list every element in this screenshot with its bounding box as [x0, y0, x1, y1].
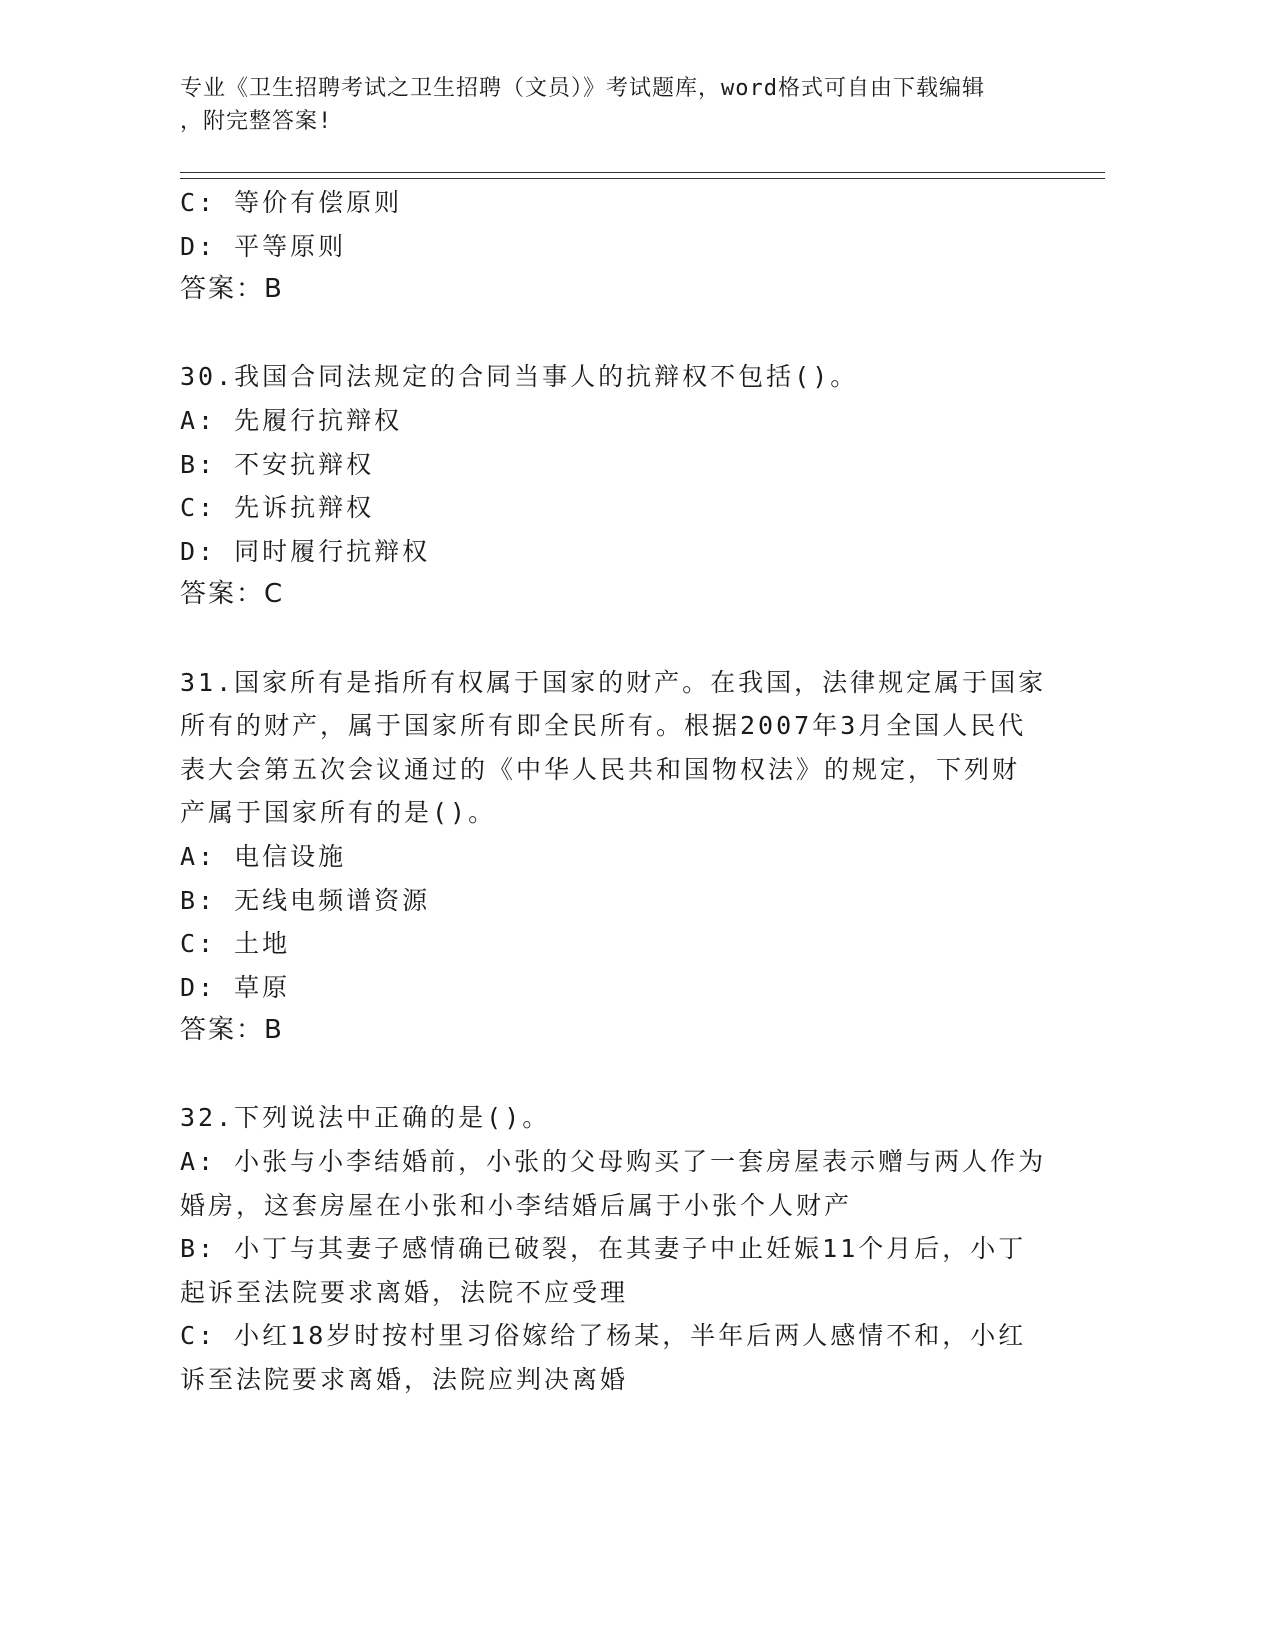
option-d: D: 草原 [180, 972, 291, 1002]
option-a-line: A: 小张与小李结婚前，小张的父母购买了一套房屋表示赠与两人作为 [180, 1147, 1047, 1177]
option-c: C: 先诉抗辩权 [180, 493, 375, 523]
option-d: D: 同时履行抗辩权 [180, 536, 431, 566]
question-stem-line: 所有的财产，属于国家所有即全民所有。根据2007年3月全国人民代 [180, 711, 1027, 741]
answer: 答案：B [180, 1015, 284, 1046]
option-a: A: 电信设施 [180, 841, 347, 871]
question-stem: 30.我国合同法规定的合同当事人的抗辩权不包括()。 [180, 362, 859, 392]
option-c: C: 等价有偿原则 [180, 188, 403, 217]
option-b-line: 起诉至法院要求离婚，法院不应受理 [180, 1277, 629, 1307]
question-stem: 32.下列说法中正确的是()。 [180, 1103, 551, 1133]
option-b-line: B: 小丁与其妻子感情确已破裂，在其妻子中止妊娠11个月后，小丁 [180, 1234, 1027, 1264]
answer: 答案：C [180, 579, 285, 610]
option-c: C: 土地 [180, 929, 291, 959]
question-30 [180, 355, 1040, 617]
question-stem-line: 产属于国家所有的是()。 [180, 798, 497, 828]
option-c-line: C: 小红18岁时按村里习俗嫁给了杨某，半年后两人感情不和，小红 [180, 1321, 1027, 1351]
option-a-line: 婚房，这套房屋在小张和小李结婚后属于小张个人财产 [180, 1190, 853, 1220]
question-29-tail [180, 181, 1040, 312]
answer: 答案：B [180, 274, 284, 305]
option-b: B: 无线电频谱资源 [180, 885, 431, 915]
option-c-line: 诉至法院要求离婚，法院应判决离婚 [180, 1365, 629, 1395]
header-line-1: 专业《卫生招聘考试之卫生招聘（文员）》考试题库，word格式可自由下载编辑 [180, 76, 985, 101]
option-a: A: 先履行抗辩权 [180, 405, 403, 435]
question-stem-line: 表大会第五次会议通过的《中华人民共和国物权法》的规定，下列财 [180, 754, 1021, 784]
option-d: D: 平等原则 [180, 231, 347, 261]
question-32 [180, 1096, 1047, 1401]
header-rule-bottom [180, 178, 1105, 179]
question-list [180, 181, 1047, 1402]
question-stem-line: 31.国家所有是指所有权属于国家的财产。在我国，法律规定属于国家 [180, 667, 1047, 697]
option-b: B: 不安抗辩权 [180, 449, 375, 479]
question-31 [180, 661, 1047, 1053]
header-line-2: ，附完整答案! [180, 109, 333, 134]
header-rule-top [180, 172, 1105, 173]
page-header [180, 72, 1080, 138]
